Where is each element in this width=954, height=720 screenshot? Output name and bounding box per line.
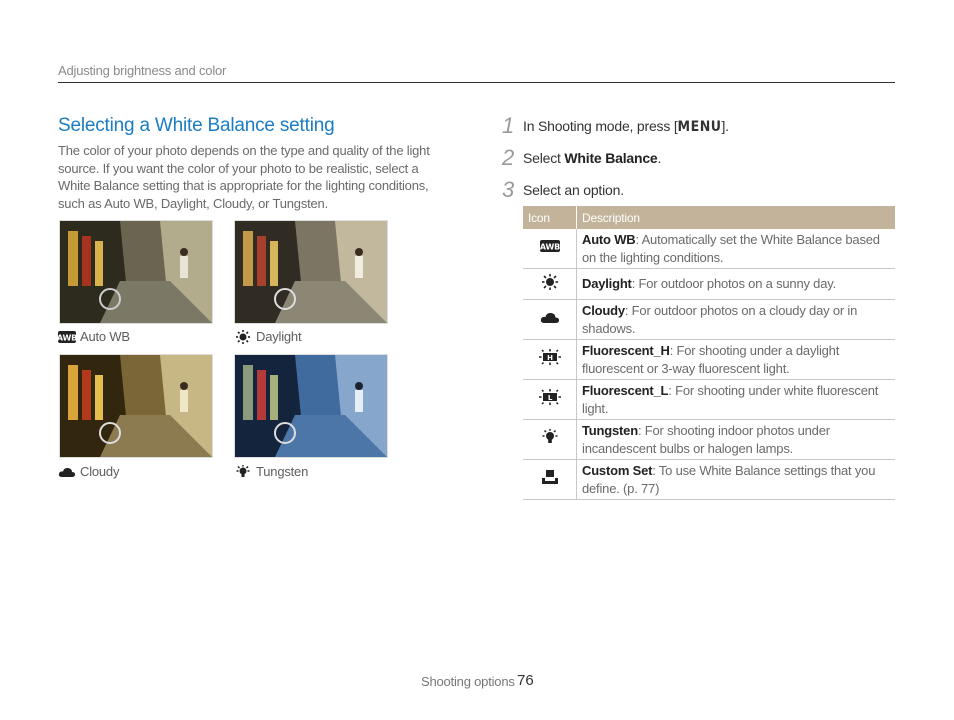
header-description: Description [577, 206, 896, 229]
step-1-text [523, 118, 729, 135]
option-description: : For outdoor photos on a sunny day. [631, 276, 836, 292]
sun-icon [541, 274, 559, 290]
option-description: : For shooting indoor photos under incandescent bulbs or halogen lamps. [582, 423, 830, 456]
caption-label: Auto WB [80, 329, 130, 344]
step-bold-term: White Balance [564, 150, 658, 166]
option-name: Daylight [582, 276, 632, 292]
table-header-row [523, 206, 895, 229]
custom-set-icon [541, 469, 559, 485]
menu-key: MENU [677, 119, 722, 135]
page-number: 76 [517, 672, 534, 689]
cloud-icon [540, 310, 560, 324]
option-name: Cloudy [582, 303, 625, 318]
svg-text:L: L [547, 394, 552, 403]
option-description: : Automatically set the White Balance based on the lighting conditions. [582, 232, 880, 265]
table-row [523, 460, 895, 500]
fluorescent-h-icon [539, 349, 561, 365]
option-name: Tungsten [582, 423, 638, 438]
running-head: Adjusting brightness and color [58, 63, 227, 78]
table-row [523, 340, 895, 380]
table-row [523, 380, 895, 420]
step-number: 2 [502, 145, 515, 170]
step-text-part: . [657, 150, 662, 166]
svg-text:AWB: AWB [56, 333, 78, 342]
step-3-text: Select an option. [523, 182, 624, 198]
sun-icon [234, 330, 252, 344]
awb-icon [540, 239, 560, 253]
photo-cloudy [59, 354, 213, 458]
photo-auto-wb [59, 220, 213, 324]
footer-section-label: Shooting options [421, 674, 515, 689]
header-rule [58, 82, 895, 83]
option-description: : To use White Balance settings that you define. (p. 77) [582, 463, 876, 496]
intro-paragraph: The color of your photo depends on the type and quality of the light source. If you want the color of your photo to be realistic, select a White Balance setting that is appropriate for the lighting conditions, such as Auto WB, Daylight, Cloudy, or Tungsten. [58, 143, 430, 211]
photo-tungsten [234, 354, 388, 458]
caption-tungsten [234, 464, 308, 479]
white-balance-table [523, 206, 895, 500]
bulb-icon [541, 429, 559, 445]
step-number: 1 [502, 113, 515, 138]
option-description: : For shooting under white fluorescent light. [582, 383, 879, 416]
caption-label: Daylight [256, 329, 302, 344]
option-name: Fluorescent_H [582, 343, 670, 358]
awb-icon [58, 330, 76, 344]
option-name: Custom Set [582, 463, 653, 478]
caption-label: Cloudy [80, 464, 120, 479]
option-name: Fluorescent_L [582, 383, 669, 398]
header-icon: Icon [523, 206, 577, 229]
photo-daylight [234, 220, 388, 324]
table-row [523, 229, 895, 269]
step-text-part: ]. [721, 118, 729, 134]
step-number: 3 [502, 177, 515, 202]
svg-text:AWB: AWB [539, 242, 560, 252]
option-description: : For outdoor photos on a cloudy day or in shadows. [582, 303, 858, 336]
caption-auto-wb [58, 329, 130, 344]
option-name: Auto WB [582, 232, 636, 247]
table-row [523, 420, 895, 460]
table-row [523, 269, 895, 300]
section-title: Selecting a White Balance setting [58, 115, 335, 136]
caption-daylight [234, 329, 301, 344]
svg-text:H: H [546, 354, 553, 363]
step-2-text [523, 150, 661, 166]
cloud-icon [58, 465, 76, 479]
fluorescent-l-icon [539, 389, 561, 405]
step-text-part: Select [523, 150, 565, 166]
table-row [523, 300, 895, 340]
step-text-part: In Shooting mode, press [ [523, 118, 678, 134]
option-description: : For shooting under a daylight fluorescent or 3-way fluorescent light. [582, 343, 840, 376]
caption-cloudy [58, 464, 119, 479]
bulb-icon [234, 465, 252, 479]
caption-label: Tungsten [256, 464, 309, 479]
